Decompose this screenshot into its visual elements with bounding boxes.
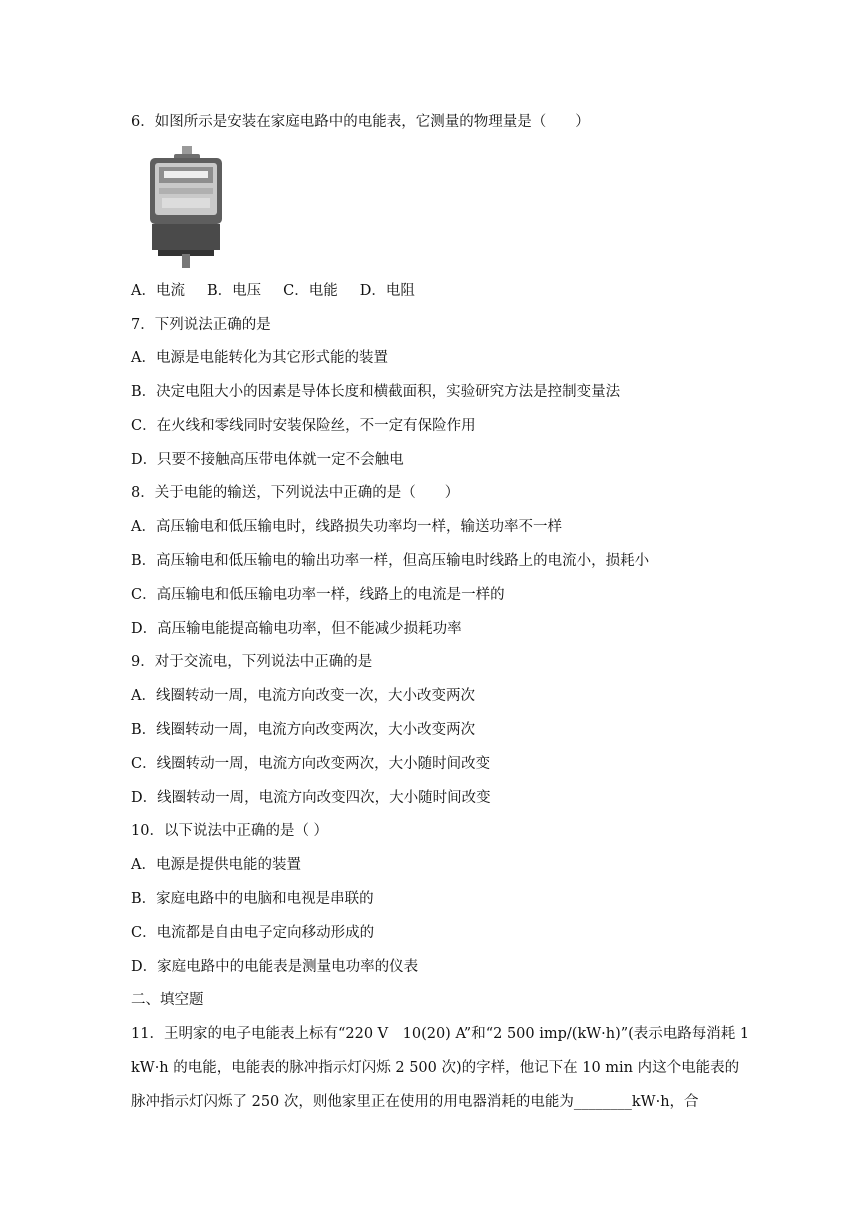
q9-option-b: B．线圈转动一周，电流方向改变两次，大小改变两次 <box>131 722 476 738</box>
q10-option-c: C．电流都是自由电子定向移动形成的 <box>131 925 375 941</box>
q11-line-3: 脉冲指示灯闪烁了 250 次，则他家里正在使用的用电器消耗的电能为________kW·h，合 <box>131 1094 699 1110</box>
q6-stem: 6．如图所示是安装在家庭电路中的电能表，它测量的物理量是（ ） <box>131 114 590 130</box>
q11-line-2: kW·h 的电能，电能表的脉冲指示灯闪烁 2 500 次)的字样，他记下在 10 min 内这个电能表的 <box>131 1060 740 1076</box>
q9-option-c: C．线圈转动一周，电流方向改变两次，大小随时间改变 <box>131 756 491 772</box>
q10-stem: 10．以下说法中正确的是（ ） <box>131 823 329 839</box>
q9-option-a: A．线圈转动一周，电流方向改变一次，大小改变两次 <box>131 688 475 704</box>
q10-option-d: D．家庭电路中的电能表是测量电功率的仪表 <box>131 959 419 975</box>
q6-option-d: D．电阻 <box>359 283 415 299</box>
q10-option-b: B．家庭电路中的电脑和电视是串联的 <box>131 891 374 907</box>
q7-option-a: A．电源是电能转化为其它形式能的装置 <box>131 350 388 366</box>
electricity-meter-image <box>148 146 226 268</box>
q8-option-c: C．高压输电和低压输电功率一样，线路上的电流是一样的 <box>131 587 505 603</box>
q6-options <box>131 281 437 301</box>
q6-option-a: A．电流 <box>131 283 185 299</box>
q10-option-a: A．电源是提供电能的装置 <box>131 857 301 873</box>
q6-option-c: C．电能 <box>283 283 338 299</box>
q7-stem: 7．下列说法正确的是 <box>131 317 271 333</box>
q6-option-b: B．电压 <box>206 283 262 299</box>
q7-option-c: C．在火线和零线同时安装保险丝，不一定有保险作用 <box>131 418 476 434</box>
section-title: 二、填空题 <box>131 992 204 1008</box>
q8-stem: 8．关于电能的输送，下列说法中正确的是（ ） <box>131 485 460 501</box>
q8-option-b: B．高压输电和低压输电的输出功率一样，但高压输电时线路上的电流小，损耗小 <box>131 553 650 569</box>
q7-option-b: B．决定电阻大小的因素是导体长度和横截面积，实验研究方法是控制变量法 <box>131 384 621 400</box>
electricity-meter-icon <box>148 146 226 268</box>
q7-option-d: D．只要不接触高压带电体就一定不会触电 <box>131 452 404 468</box>
q8-option-a: A．高压输电和低压输电时，线路损失功率均一样，输送功率不一样 <box>131 519 562 535</box>
q8-option-d: D．高压输电能提高输电功率，但不能减少损耗功率 <box>131 621 462 637</box>
q9-stem: 9．对于交流电，下列说法中正确的是 <box>131 654 373 670</box>
q11-line-1: 11．王明家的电子电能表上标有“220 V 10(20) A”和“2 500 imp/(kW·h)”(表示电路每消耗 1 <box>131 1026 750 1042</box>
q9-option-d: D．线圈转动一周，电流方向改变四次，大小随时间改变 <box>131 790 491 806</box>
